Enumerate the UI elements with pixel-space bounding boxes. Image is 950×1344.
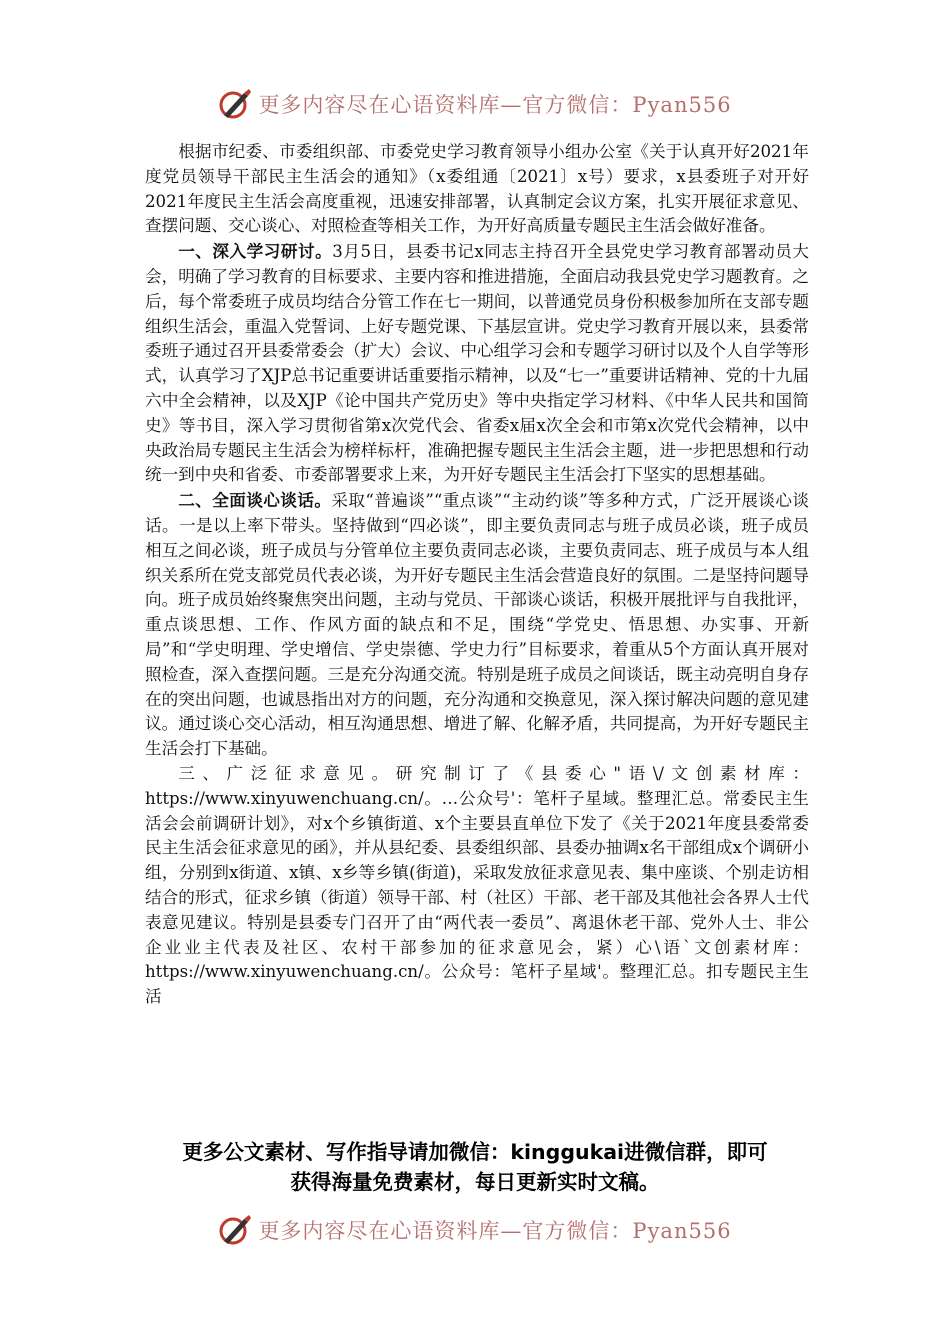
promo-notice bbox=[140, 1137, 810, 1197]
section-1-paragraph bbox=[145, 239, 809, 488]
footer-watermark-banner bbox=[0, 1210, 950, 1250]
promo-line-1: 更多公文素材、写作指导请加微信：kinggukai进微信群，即可 bbox=[182, 1140, 768, 1164]
watermark-text: 更多内容尽在心语资料库—官方微信：Pyan556 bbox=[258, 1219, 732, 1243]
intro-paragraph: 根据市纪委、市委组织部、市委党史学习教育领导小组办公室《关于认真开好2021年度党员领导干部民主生活会的通知》（x委组通〔2021〕x号）要求，x县委班子对开好2021年度民主生活会高度重视，迅速安排部署，认真制定会议方案，扎实开展征求意见、查摆问题、交心谈心、对照检查等相关工作，为开好高质量专题民主生活会做好准备。 bbox=[145, 142, 809, 236]
section-2-paragraph bbox=[145, 488, 809, 762]
article-body bbox=[145, 140, 809, 1010]
section-2-heading: 二、全面谈心谈话。 bbox=[178, 490, 332, 511]
promo-line-2: 获得海量免费素材，每日更新实时文稿。 bbox=[290, 1170, 660, 1194]
section-1-heading: 一、深入学习研讨。 bbox=[178, 241, 333, 262]
section-3-paragraph: 三、广泛征求意见。研究制订了《县委心"语\/文创素材库：https://www.xinyuwenchuang.cn/。…公众号'：笔杆子星域。整理汇总。常委民主生活会会前调研计划》，对x个乡镇街道、x个主要县直单位下发了《关于2021年度县委常委民主生活会征求意见的函》，并从县纪委、县委组织部、县委办抽调x名干部组成x个调研小组，分别到x街道、x镇、x乡等乡镇(街道)，采取发放征求意见表、集中座谈、个别走访相结合的形式，征求乡镇（街道）领导干部、村（社区）干部、老干部及其他社会各界人士代表意见建议。特别是县委专门召开了由“两代表一委员”、离退休老干部、党外人士、非公企业业主代表及社区、农村干部参加的征求意见会，紧）心\语`文创素材库：https://www.xinyuwenchuang.cn/。公众号：笔杆子星域'。整理汇总。扣专题民主生活 bbox=[145, 763, 809, 1007]
header-watermark-banner bbox=[0, 84, 950, 124]
pen-logo-icon bbox=[218, 87, 252, 121]
section-2-body: 采取“普遍谈”“重点谈”“主动约谈”等多种方式，广泛开展谈心谈话。一是以上率下带头。坚持做到“四必谈”，即主要负责同志与班子成员必谈，班子成员相互之间必谈，班子成员与分管单位主要负责同志必谈，主要负责同志、班子成员与本人组织关系所在党支部党员代表必谈，为开好专题民主生活会营造良好的氛围。二是坚持问题导向。班子成员始终聚焦突出问题，主动与党员、干部谈心谈话，积极开展批评与自我批评，重点谈思想、工作、作风方面的缺点和不足，围绕“学党史、悟思想、办实事、开新局”和“学史明理、学史增信、学史崇德、学史力行”目标要求，着重从5个方面认真开展对照检查，深入查摆问题。三是充分沟通交流。特别是班子成员之间谈话，既主动亮明自身存在的突出问题，也诚恳指出对方的问题，充分沟通和交换意见，深入探讨解决问题的意见建议。通过谈心交心活动，相互沟通思想、增进了解、化解矛盾，共同提高，为开好专题民主生活会打下基础。 bbox=[145, 491, 809, 759]
pen-logo-icon bbox=[218, 1213, 252, 1247]
section-1-body: 3月5日，县委书记x同志主持召开全县党史学习教育部署动员大会，明确了学习教育的目标要求、主要内容和推进措施，全面启动我县党史学习题教育。之后，每个常委班子成员均结合分管工作在七一期间，以普通党员身份积极参加所在支部专题组织生活会，重温入党誓词、上好专题党课、下基层宣讲。党史学习教育开展以来，县委常委班子通过召开县委常委会（扩大）会议、中心组学习会和专题学习研讨以及个人自学等形式，认真学习了XJP总书记重要讲话重要指示精神，以及“七一”重要讲话精神、党的十九届六中全会精神，以及XJP《论中国共产党历史》等中央指定学习材料、《中华人民共和国简史》等书目，深入学习贯彻省第x次党代会、省委x届x次全会和市第x次党代会精神，以中央政治局专题民主生活会为榜样标杆，准确把握专题民主生活会主题，进一步把思想和行动统一到中央和省委、市委部署要求上来，为开好专题民主生活会打下坚实的思想基础。 bbox=[145, 242, 809, 485]
watermark-text: 更多内容尽在心语资料库—官方微信：Pyan556 bbox=[258, 93, 732, 117]
